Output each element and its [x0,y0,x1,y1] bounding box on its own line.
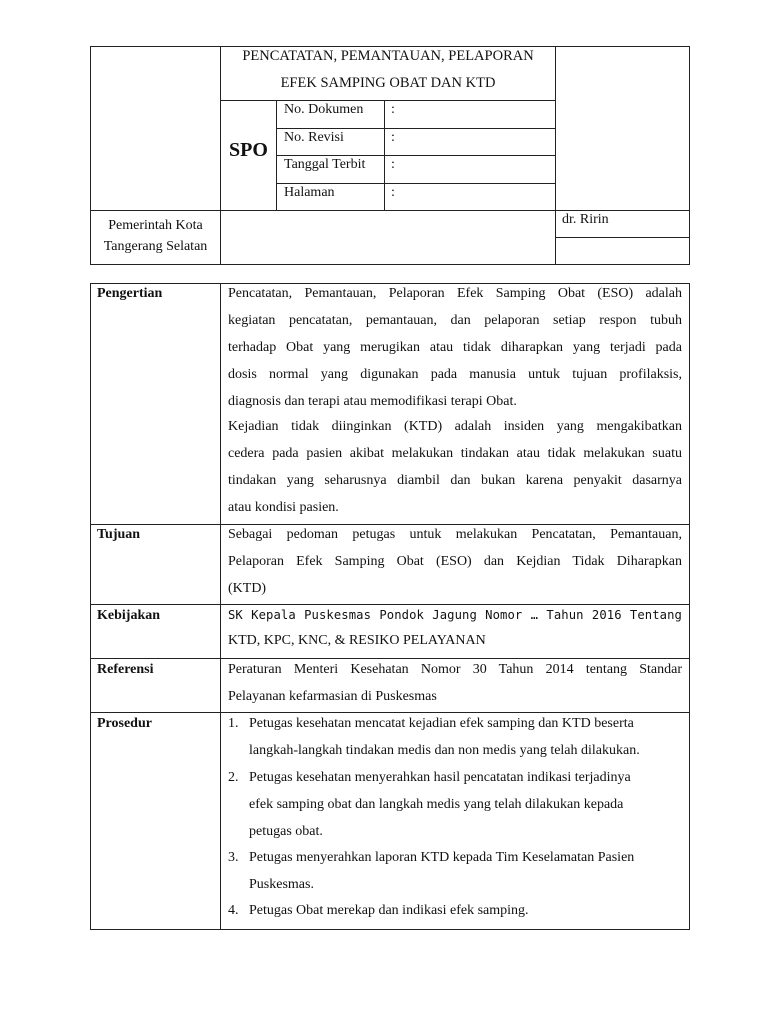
pengertian-line: atau kondisi pasien. [228,500,339,515]
field-value-no-revisi: : [391,130,395,145]
kebijakan-line: KTD, KPC, KNC, & RESIKO PELAYANAN [228,633,486,648]
procedure-number: 4. [228,903,239,918]
organization-line-2: Tangerang Selatan [103,239,208,254]
pengertian-line: diagnosis dan terapi atau memodifikasi terapi Obat. [228,394,517,409]
procedure-line: Petugas menyerahkan laporan KTD kepada Tim Keselamatan Pasien [249,850,635,865]
procedure-line: Petugas kesehatan menyerahkan hasil pencatatan indikasi terjadinya [249,770,631,785]
section-label-kebijakan: Kebijakan [97,608,161,623]
tujuan-line: (KTD) [228,581,267,596]
section-label-referensi: Referensi [97,662,154,677]
pengertian-line: dosis normal yang digunakan pada manusia untuk tujuan profilaksis, [228,367,682,382]
procedure-line: efek samping obat dan langkah medis yang telah dilakukan kepada [249,797,624,812]
field-label-halaman: Halaman [284,185,335,200]
kebijakan-line: SK Kepala Puskesmas Pondok Jagung Nomor … Tahun 2016 Tentang [228,608,682,622]
section-label-pengertian: Pengertian [97,286,163,301]
procedure-number: 2. [228,770,239,785]
procedure-line: petugas obat. [249,824,323,839]
field-value-halaman: : [391,185,395,200]
document-title-line-2: EFEK SAMPING OBAT DAN KTD [280,75,496,91]
pengertian-line: cedera pada pasien akibat melakukan tindakan atau tidak melakukan suatu [228,446,682,461]
procedure-line: langkah-langkah tindakan medis dan non medis yang telah dilakukan. [249,743,640,758]
procedure-number: 3. [228,850,239,865]
signer-name: dr. Ririn [562,212,609,227]
procedure-line: Petugas kesehatan mencatat kejadian efek samping dan KTD beserta [249,716,634,731]
section-label-tujuan: Tujuan [97,527,141,542]
pengertian-line: Pencatatan, Pemantauan, Pelaporan Efek Samping Obat (ESO) adalah [228,286,682,301]
field-label-no-revisi: No. Revisi [284,130,344,145]
pengertian-line: kegiatan pencatatan, pemantauan, dan pelaporan setiap respon tubuh [228,313,682,328]
field-label-no-dokumen: No. Dokumen [284,102,364,117]
document-title-line-1: PENCATATAN, PEMANTAUAN, PELAPORAN [242,48,534,64]
spo-label: SPO [229,139,268,161]
procedure-number: 1. [228,716,239,731]
procedure-line: Puskesmas. [249,877,314,892]
tujuan-line: Sebagai pedoman petugas untuk melakukan Pencatatan, Pemantauan, [228,527,682,542]
field-label-tanggal-terbit: Tanggal Terbit [284,157,366,172]
procedure-line: Petugas Obat merekap dan indikasi efek samping. [249,903,529,918]
section-label-prosedur: Prosedur [97,716,152,731]
field-value-tanggal-terbit: : [391,157,395,172]
referensi-line: Peraturan Menteri Kesehatan Nomor 30 Tahun 2014 tentang Standar [228,662,682,677]
field-value-no-dokumen: : [391,102,395,117]
pengertian-line: Kejadian tidak diinginkan (KTD) adalah insiden yang mengakibatkan [228,419,682,434]
referensi-line: Pelayanan kefarmasian di Puskesmas [228,689,437,704]
organization-line-1: Pemerintah Kota [108,218,203,233]
pengertian-line: terhadap Obat yang merugikan atau tidak diharapkan yang terjadi pada [228,340,682,355]
tujuan-line: Pelaporan Efek Samping Obat (ESO) dan Kejdian Tidak Diharapkan [228,554,682,569]
pengertian-line: tindakan yang seharusnya diambil dan bukan karena penyakit dasarnya [228,473,682,488]
